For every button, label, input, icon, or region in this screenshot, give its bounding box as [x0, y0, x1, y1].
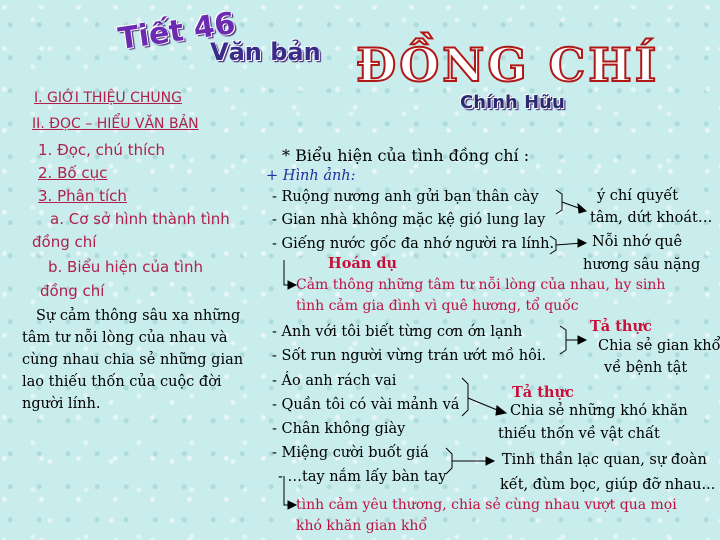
block1-summary-1: Cảm thông những tâm tư nỗi lòng của nhau, hy sinh	[296, 277, 666, 293]
block1-line-3: - Giếng nước gốc đa nhớ người ra lính.	[272, 236, 555, 252]
block3-line-3: - Chân không giày	[272, 421, 406, 437]
bracket-2	[550, 236, 556, 254]
block2-line-2: - Sốt run người vừng trán ướt mồ hôi.	[272, 348, 547, 364]
block1-line-2: - Gian nhà không mặc kệ gió lung lay	[272, 212, 546, 228]
summary-line-1: Sự cảm thông sâu xa những	[36, 308, 241, 324]
block1-right-3: Nỗi nhớ quê	[592, 234, 683, 250]
block1-right-1: ý chí quyết	[597, 188, 679, 204]
block4-right-1: Tinh thần lạc quan, sự đoàn	[502, 452, 707, 468]
bracket-1	[556, 190, 562, 214]
block1-right-4: hương sâu nặng	[583, 257, 701, 273]
outline-sub-a-line2[interactable]: đồng chí	[32, 233, 97, 251]
block2-right-2: về bệnh tật	[604, 360, 688, 376]
summary-line-4: lao thiếu thốn của cuộc đời	[22, 374, 222, 390]
block3-line-5: - …tay nắm lấy bàn tay	[278, 469, 447, 485]
bracket-4	[462, 378, 468, 416]
outline-section-2[interactable]: II. ĐỌC – HIỂU VĂN BẢN	[32, 116, 199, 132]
block3-right-2: thiếu thốn về vật chất	[498, 426, 660, 442]
block1-line-1: - Ruộng nương anh gửi bạn thân cày	[272, 189, 539, 205]
summary-arrow-2	[284, 476, 294, 505]
image-label: + Hình ảnh:	[266, 168, 356, 184]
block1-right-2: tâm, dứt khoát…	[590, 210, 713, 226]
summary-line-5: người lính.	[22, 396, 101, 412]
block4-right-2: kết, đùm bọc, giúp đỡ nhau...	[500, 477, 716, 493]
block1-summary-2: tình cảm gia đình vì quê hương, tổ quốc	[296, 298, 579, 314]
ta-thuc-label-1: Tả thực	[590, 318, 652, 335]
bracket-5	[446, 448, 452, 474]
block3-line-4: - Miệng cười buốt giá	[272, 445, 429, 461]
lesson-number: Tiết 46	[116, 5, 238, 58]
outline-sub-b-line1[interactable]: b. Biểu hiện của tình	[48, 258, 203, 276]
poem-title: ĐỒNG CHÍ	[356, 38, 660, 92]
outline-item-1[interactable]: 1. Đọc, chú thích	[38, 141, 166, 159]
main-heading: * Biểu hiện của tình đồng chí :	[282, 146, 530, 165]
outline-section-1[interactable]: I. GIỚI THIỆU CHUNG	[34, 90, 182, 106]
poem-author: Chính Hữu	[460, 92, 565, 113]
bracket-3	[560, 326, 566, 354]
block2-line-1: - Anh với tôi biết từng cơn ớn lạnh	[272, 324, 523, 340]
outline-sub-b-line2[interactable]: đồng chí	[40, 282, 105, 300]
block3-line-2: - Quần tôi có vài mảnh vá	[272, 397, 460, 413]
block3-right-1: Chia sẻ những khó khăn	[510, 403, 688, 419]
block2-right-1: Chia sẻ gian khổ	[598, 338, 720, 354]
summary-line-2: tâm tư nỗi lòng của nhau và	[22, 330, 228, 346]
outline-item-2[interactable]: 2. Bố cục	[38, 164, 108, 182]
block3-line-1: - Áo anh rách vai	[272, 373, 397, 389]
outline-sub-a-line1[interactable]: a. Cơ sở hình thành tình	[50, 210, 230, 228]
outline-item-3[interactable]: 3. Phân tích	[38, 187, 127, 205]
summary-line-3: cùng nhau chia sẻ những gian	[22, 352, 244, 368]
final-summary-2: khó khăn gian khổ	[296, 518, 428, 534]
text-category: Văn bản	[210, 38, 321, 66]
ta-thuc-label-2: Tả thực	[512, 384, 574, 401]
final-summary-1: tình cảm yêu thương, chia sẻ cùng nhau vượt qua mọi	[296, 497, 677, 513]
hoan-du-label: Hoán dụ	[328, 255, 398, 272]
